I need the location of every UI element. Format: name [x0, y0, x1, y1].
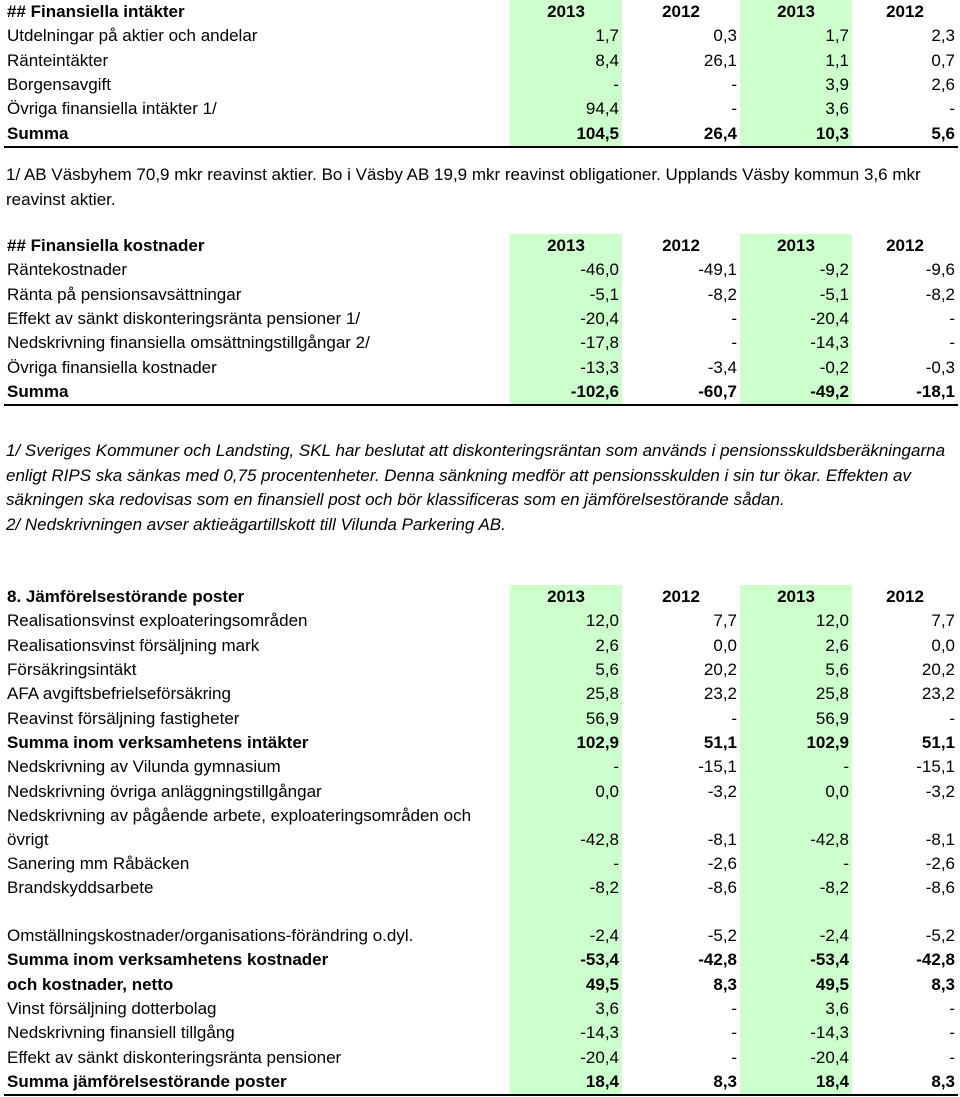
value-cell: 23,2	[921, 684, 955, 704]
value-cell: -	[949, 999, 955, 1018]
row-label: Reavinst försäljning fastigheter	[7, 708, 240, 728]
row-label: Nedskrivning finansiell tillgång	[7, 1023, 235, 1043]
value-cell: 1,1	[740, 49, 852, 73]
row-label: Sanering mm Råbäcken	[7, 853, 190, 873]
value-cell: -42,8	[916, 950, 955, 970]
row-label: Summa jämförelsestörande poster	[4, 1070, 510, 1095]
value-cell: 0,0	[740, 779, 852, 803]
row-label: Summa	[4, 121, 510, 146]
row-label: Vinst försäljning dotterbolag	[7, 999, 217, 1018]
value-cell: -	[740, 755, 852, 779]
value-cell: 2012	[886, 587, 924, 607]
table-row	[4, 1021, 958, 1045]
value-cell: -8,1	[925, 829, 955, 849]
table-row	[4, 634, 958, 658]
value-cell: -14,3	[510, 1021, 622, 1045]
table-row	[4, 283, 958, 307]
table-row	[4, 24, 958, 48]
row-label: Borgensavgift	[7, 75, 111, 95]
value-cell: -	[949, 309, 955, 329]
value-cell: -5,1	[740, 283, 852, 307]
row-label: Ränteintäkter	[7, 50, 109, 70]
footnote-1-text: 1/ Sveriges Kommuner och Landsting, SKL har beslutat att diskonteringsräntan som används i pensionsskuldsberäkningarna enligt RIPS ska sänkas med 0,75 procentenheter. Denna sänkning medför att pensionsskulden i sin tur ökar. Effekten av säkningen ska redovisas som en finansiell post och bör klassificeras som en jämförelsestörande sådan.	[6, 441, 946, 509]
table-row	[4, 258, 958, 282]
value-cell: -3,2	[707, 781, 737, 801]
value-cell: -9,6	[925, 260, 955, 280]
value-cell: -102,6	[510, 380, 622, 405]
table-row	[4, 355, 958, 379]
table-row	[4, 948, 958, 972]
value-cell: 0,7	[931, 50, 955, 70]
row-label: Räntekostnader	[7, 260, 128, 280]
value-cell: 18,4	[740, 1070, 852, 1095]
value-cell: -2,4	[740, 900, 852, 948]
value-cell: -18,1	[852, 380, 958, 405]
value-cell: 2,3	[931, 26, 955, 46]
table-row	[4, 331, 958, 355]
value-cell: 2012	[662, 236, 700, 256]
value-cell: -	[510, 755, 622, 779]
value-cell: 7,7	[931, 611, 955, 631]
value-cell: -	[510, 852, 622, 876]
value-cell: -8,2	[740, 876, 852, 900]
value-cell: 0,0	[931, 635, 955, 655]
value-cell: 25,8	[740, 682, 852, 706]
value-cell: -20,4	[740, 307, 852, 331]
value-cell: 0,0	[510, 779, 622, 803]
table-row	[4, 706, 958, 730]
value-cell: -9,2	[740, 258, 852, 282]
value-cell: -20,4	[510, 307, 622, 331]
value-cell: 3,9	[740, 73, 852, 97]
value-cell: -	[731, 99, 737, 119]
table-row	[4, 73, 958, 97]
row-label: Ränta på pensionsavsättningar	[7, 284, 242, 304]
value-cell: -5,2	[707, 926, 737, 946]
value-cell: 8,3	[852, 1070, 958, 1095]
table-row	[4, 682, 958, 706]
value-cell: 2013	[510, 0, 622, 24]
value-cell: -15,1	[916, 757, 955, 777]
value-cell: 1,7	[510, 24, 622, 48]
row-label: och kostnader, netto	[7, 974, 174, 994]
value-cell: -60,7	[622, 380, 740, 405]
value-cell: -	[949, 1023, 955, 1043]
value-cell: 2012	[886, 2, 924, 22]
value-cell: 2013	[740, 0, 852, 24]
value-cell: 2013	[510, 585, 622, 609]
value-cell: 18,4	[510, 1070, 622, 1095]
table-header-row	[4, 0, 958, 24]
value-cell: 3,6	[740, 997, 852, 1021]
table-header-row	[4, 234, 958, 258]
value-cell: -2,6	[925, 853, 955, 873]
table-row	[4, 49, 958, 73]
value-cell: -	[731, 999, 737, 1018]
table-row	[4, 779, 958, 803]
value-cell: 23,2	[703, 684, 737, 704]
items-affecting-comparability-table	[4, 585, 958, 1096]
row-label: Nedskrivning av pågående arbete, exploateringsområden och övrigt	[7, 805, 472, 849]
value-cell: -	[731, 309, 737, 329]
value-cell: -5,1	[510, 283, 622, 307]
value-cell: -	[731, 708, 737, 728]
value-cell: 20,2	[703, 660, 737, 680]
value-cell: 2,6	[931, 75, 955, 95]
value-cell: -0,2	[740, 355, 852, 379]
value-cell: 8,3	[622, 1070, 740, 1095]
summary-row	[4, 380, 958, 405]
row-label: Nedskrivning finansiella omsättningstillgångar 2/	[7, 333, 370, 353]
value-cell: -49,1	[698, 260, 737, 280]
value-cell: -46,0	[510, 258, 622, 282]
table-row	[4, 852, 958, 876]
value-cell: -20,4	[740, 1045, 852, 1069]
value-cell: 8,4	[510, 49, 622, 73]
row-label: Övriga finansiella kostnader	[7, 357, 217, 377]
table-header-row	[4, 585, 958, 609]
table-row	[4, 658, 958, 682]
row-label: Försäkringsintäkt	[7, 660, 137, 680]
value-cell: -	[731, 75, 737, 95]
value-cell: -2,4	[510, 900, 622, 948]
value-cell: -3,4	[707, 357, 737, 377]
value-cell: 2012	[662, 2, 700, 22]
value-cell: -0,3	[925, 357, 955, 377]
value-cell: 2,6	[510, 634, 622, 658]
value-cell: -8,6	[925, 878, 955, 898]
value-cell: 1,7	[740, 24, 852, 48]
value-cell: -8,2	[925, 284, 955, 304]
value-cell: 5,6	[852, 121, 958, 146]
value-cell: 8,3	[713, 974, 737, 994]
table-row	[4, 307, 958, 331]
table-row	[4, 755, 958, 779]
value-cell: 51,1	[921, 732, 955, 752]
value-cell: -	[949, 333, 955, 353]
value-cell: 2013	[510, 234, 622, 258]
value-cell: 7,7	[713, 611, 737, 631]
value-cell: 3,6	[510, 997, 622, 1021]
value-cell: 5,6	[740, 658, 852, 682]
financial-costs-footnotes	[6, 439, 951, 537]
value-cell: 51,1	[703, 732, 737, 752]
value-cell: -	[949, 708, 955, 728]
value-cell: -8,2	[510, 876, 622, 900]
value-cell: -	[731, 1023, 737, 1043]
row-label: Övriga finansiella intäkter 1/	[7, 99, 217, 119]
financial-costs-table	[4, 234, 958, 406]
row-label: Effekt av sänkt diskonteringsränta pensioner	[7, 1047, 342, 1067]
value-cell: 5,6	[510, 658, 622, 682]
value-cell: 2,6	[740, 634, 852, 658]
value-cell: 56,9	[510, 706, 622, 730]
value-cell: 8,3	[931, 974, 955, 994]
value-cell: -14,3	[740, 1021, 852, 1045]
value-cell: -15,1	[698, 757, 737, 777]
value-cell: -20,4	[510, 1045, 622, 1069]
value-cell: -13,3	[510, 355, 622, 379]
financial-income-table	[4, 0, 958, 148]
summary-row	[4, 1070, 958, 1095]
value-cell: -2,6	[707, 853, 737, 873]
value-cell: 12,0	[510, 609, 622, 633]
value-cell: 0,0	[713, 635, 737, 655]
value-cell: -	[510, 73, 622, 97]
value-cell: 49,5	[740, 973, 852, 997]
value-cell: -42,8	[740, 804, 852, 852]
value-cell: -49,2	[740, 380, 852, 405]
value-cell: -42,8	[510, 804, 622, 852]
value-cell: 0,3	[713, 26, 737, 46]
row-label: Realisationsvinst försäljning mark	[7, 635, 260, 655]
value-cell: -5,2	[925, 926, 955, 946]
value-cell: 26,1	[703, 50, 737, 70]
value-cell: -8,6	[707, 878, 737, 898]
table-row	[4, 900, 958, 948]
value-cell: -	[949, 1047, 955, 1067]
value-cell: 26,4	[622, 121, 740, 146]
row-label: 8. Jämförelsestörande poster	[7, 587, 245, 607]
value-cell: 56,9	[740, 706, 852, 730]
row-label: Omställningskostnader/organisations-förändring o.dyl.	[7, 926, 414, 946]
value-cell: -53,4	[510, 948, 622, 972]
row-label: Realisationsvinst exploateringsområden	[7, 611, 308, 631]
value-cell: 10,3	[740, 121, 852, 146]
table-row	[4, 997, 958, 1021]
table-row	[4, 97, 958, 121]
value-cell: -14,3	[740, 331, 852, 355]
value-cell: 2012	[662, 587, 700, 607]
footnote-text: 1/ AB Väsbyhem 70,9 mkr reavinst aktier. Bo i Väsby AB 19,9 mkr reavinst obligationer. Upplands Väsby kommun 3,6 mkr reavinst aktier.	[6, 165, 921, 209]
table-row	[4, 609, 958, 633]
value-cell: -	[731, 333, 737, 353]
row-label: Nedskrivning av Vilunda gymnasium	[7, 757, 281, 777]
value-cell: -17,8	[510, 331, 622, 355]
table-row	[4, 876, 958, 900]
value-cell: 49,5	[510, 973, 622, 997]
row-label: Utdelningar på aktier och andelar	[7, 26, 258, 46]
value-cell: -	[731, 1047, 737, 1067]
summary-row	[4, 121, 958, 146]
row-label: AFA avgiftsbefrielseförsäkring	[7, 684, 231, 704]
value-cell: 94,4	[510, 97, 622, 121]
row-label: Brandskyddsarbete	[7, 878, 154, 898]
value-cell: -8,2	[707, 284, 737, 304]
value-cell: -8,1	[707, 829, 737, 849]
value-cell: -	[740, 852, 852, 876]
row-label: Nedskrivning övriga anläggningstillgångar	[7, 781, 322, 801]
value-cell: -42,8	[698, 950, 737, 970]
table-row	[4, 973, 958, 997]
value-cell: 102,9	[740, 731, 852, 755]
value-cell: 104,5	[510, 121, 622, 146]
row-label: ## Finansiella intäkter	[7, 2, 185, 22]
value-cell: -	[949, 99, 955, 119]
financial-income-footnote	[6, 163, 951, 212]
table-row	[4, 731, 958, 755]
value-cell: 3,6	[740, 97, 852, 121]
row-label: Summa inom verksamhetens intäkter	[7, 732, 309, 752]
row-label: Summa	[4, 380, 510, 405]
table-row	[4, 804, 958, 852]
row-label: Summa inom verksamhetens kostnader	[7, 950, 329, 970]
value-cell: 25,8	[510, 682, 622, 706]
row-label: ## Finansiella kostnader	[7, 236, 205, 256]
value-cell: 2013	[740, 585, 852, 609]
value-cell: -3,2	[925, 781, 955, 801]
row-label: Effekt av sänkt diskonteringsränta pensioner 1/	[7, 309, 361, 329]
value-cell: 12,0	[740, 609, 852, 633]
value-cell: 102,9	[510, 731, 622, 755]
value-cell: 2012	[886, 236, 924, 256]
value-cell: 2013	[740, 234, 852, 258]
value-cell: 20,2	[921, 660, 955, 680]
table-row	[4, 1045, 958, 1069]
value-cell: -53,4	[740, 948, 852, 972]
footnote-2-text: 2/ Nedskrivningen avser aktieägartillskott till Vilunda Parkering AB.	[6, 514, 506, 534]
